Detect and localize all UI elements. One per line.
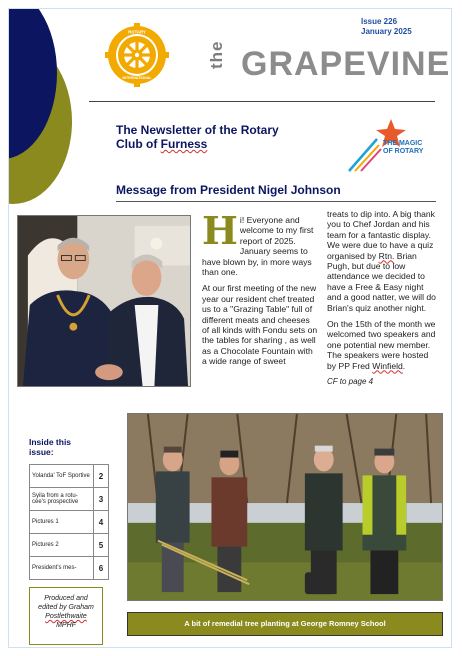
issue-date: January 2025	[361, 27, 412, 36]
produced-by-box	[29, 587, 103, 645]
article-paragraph-1	[202, 208, 319, 278]
rotary-ring-bottom-text: INTERNATIONAL	[122, 76, 152, 80]
table-row[interactable]	[30, 465, 109, 488]
inside-issue-heading-line1: Inside this	[29, 437, 72, 447]
table-row[interactable]	[30, 511, 109, 534]
paragraph-4-start: On the 15th of the month we welcomed two speakers and one potential new member. The speakers were hosted by PP Fred	[327, 319, 436, 371]
produced-line3: Postlethwaite	[45, 613, 87, 620]
article-heading-rule	[116, 201, 436, 202]
subtitle-line2-start: Club of	[116, 137, 161, 151]
toc-label: Yolanda' ToF Sportive	[30, 465, 94, 488]
paragraph-3-rtn: Rtn.	[378, 250, 395, 261]
drop-cap: H	[202, 208, 238, 253]
masthead-title: GRAPEVINE	[241, 45, 451, 83]
inside-issue-heading-line2: issue:	[29, 447, 54, 457]
issue-info	[361, 17, 412, 37]
toc-page: 2	[94, 465, 109, 488]
paragraph-4-name: Winfield	[372, 360, 403, 371]
produced-line2: edited by Graham	[38, 604, 94, 611]
table-row[interactable]	[30, 557, 109, 580]
newsletter-subtitle	[116, 123, 316, 151]
toc-label: President's mes-	[30, 557, 94, 580]
article-paragraph-4	[327, 319, 439, 371]
article-paragraph-1-text: i! Everyone and welcome to my first report of 2025. January seems to have blown by, in more ways than one.	[202, 215, 314, 278]
continued-link[interactable]: CF to page 4	[327, 377, 374, 387]
toc-label: Pictures 1	[30, 511, 94, 534]
paragraph-4-end: .	[402, 360, 406, 371]
toc-page: 5	[94, 534, 109, 557]
rotary-wheel-logo	[105, 23, 169, 87]
article-heading: Message from President Nigel Johnson	[116, 183, 341, 197]
paragraph-3-end: Brian Pugh, but due to low attendance we decided to have a Free & Easy night and a good natter, we will do Brian's quiz another night.	[327, 250, 436, 313]
table-row[interactable]	[30, 488, 109, 511]
paragraph-3-start: treats to dip into. A big thank you to Chef Jordan and his team for a fantastic display. We were due to have a quiz organised by	[327, 209, 435, 261]
subtitle-line2	[116, 137, 316, 151]
issue-number: Issue 226	[361, 17, 398, 26]
masthead-rule	[89, 101, 435, 102]
table-row[interactable]	[30, 534, 109, 557]
subtitle-club-name: Furness	[160, 137, 208, 151]
inside-issue-table	[29, 464, 109, 580]
magic-line1: THE MAGIC	[383, 140, 423, 147]
photo-caption: A bit of remedial tree planting at George Romney School	[127, 612, 443, 636]
masthead-the: the	[207, 40, 226, 69]
produced-line1: Produced and	[44, 595, 88, 602]
president-handshake-photo	[17, 215, 191, 387]
newsletter-page	[8, 8, 452, 648]
magic-line2: OF ROTARY	[383, 148, 424, 155]
toc-label: Syila from a rotu- cee's prospective	[30, 488, 94, 511]
toc-page: 4	[94, 511, 109, 534]
toc-page: 3	[94, 488, 109, 511]
article-column-1	[202, 208, 319, 373]
magic-of-rotary-text	[383, 140, 423, 156]
rotary-ring-top-text: ROTARY	[128, 29, 146, 35]
produced-line4: MPHF	[56, 622, 76, 629]
toc-page: 6	[94, 557, 109, 580]
inside-issue-heading	[29, 437, 71, 457]
article-column-2	[327, 209, 439, 388]
toc-label: Pictures 2	[30, 534, 94, 557]
article-paragraph-2: At our first meeting of the new year our resident chef treated us to a "Grazing Table" full of different meats and cheeses of all kinds with Fondu sets on the tables for sharing , as well as a Chocolate Fountain with a wide range of sweet	[202, 283, 318, 367]
article-paragraph-3	[327, 209, 439, 313]
subtitle-line1: The Newsletter of the Rotary	[116, 123, 279, 137]
tree-planting-photo	[127, 413, 443, 601]
